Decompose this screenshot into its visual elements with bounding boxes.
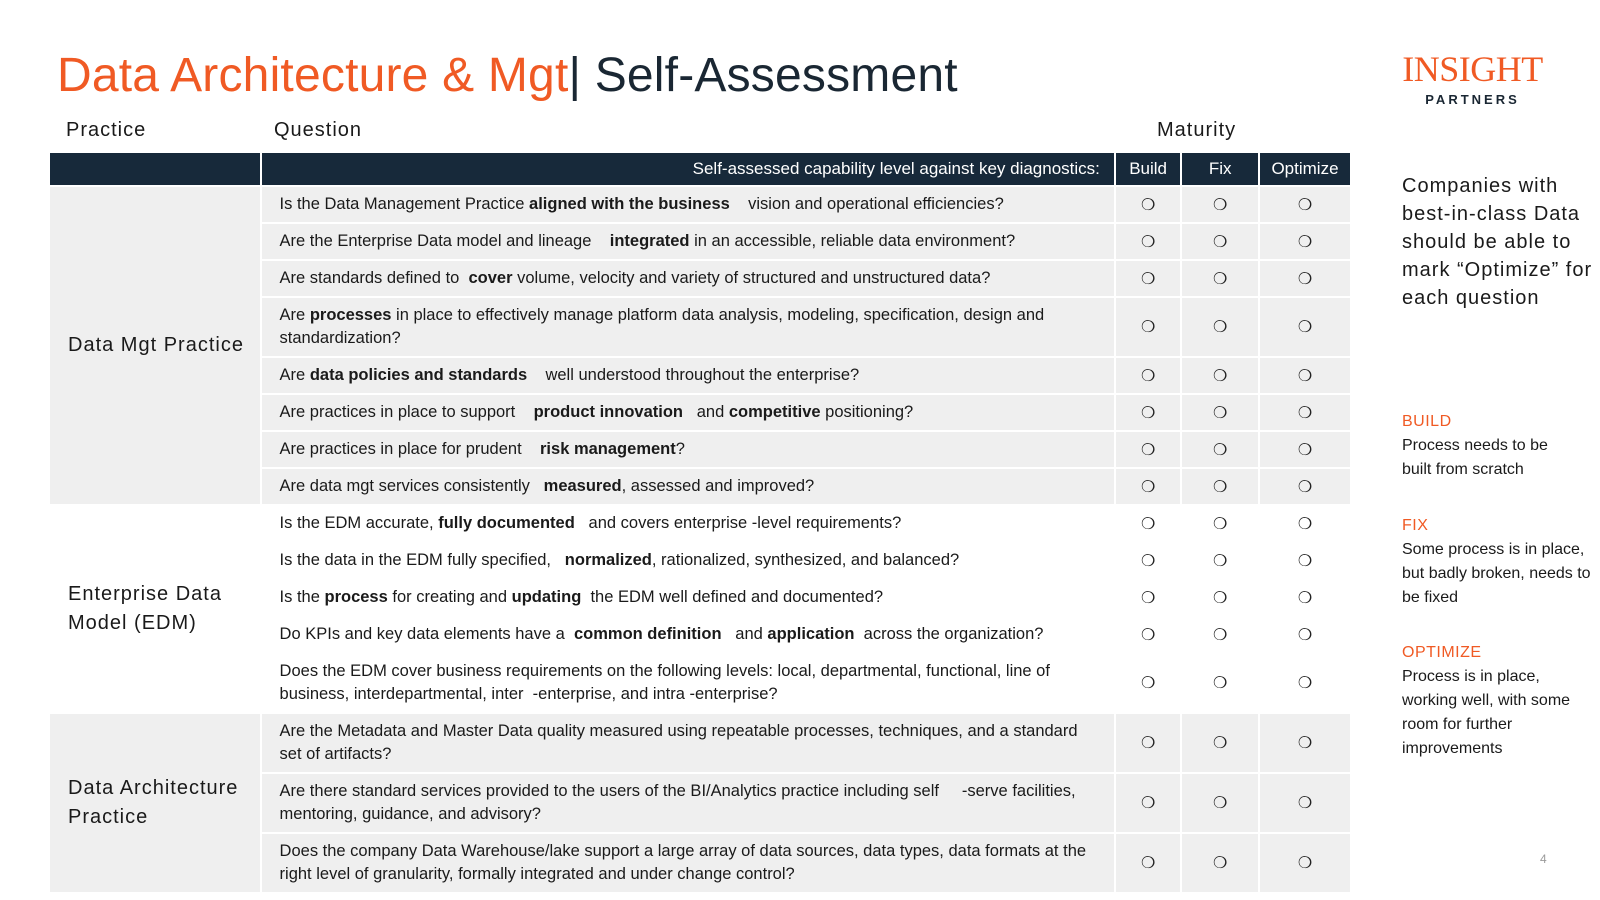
page-title: [57, 48, 958, 103]
radio-optimize[interactable]: [1259, 431, 1351, 468]
radio-fix[interactable]: [1181, 431, 1259, 468]
table-header-row: [49, 152, 1351, 186]
question-cell: [261, 223, 1115, 260]
radio-circle-icon[interactable]: ❍: [1140, 441, 1156, 459]
header-prompt: Self-assessed capability level against key diagnostics:: [261, 152, 1115, 186]
radio-build[interactable]: [1115, 505, 1181, 542]
question-emphasis: data policies and standards: [309, 366, 528, 384]
radio-circle-icon[interactable]: ❍: [1297, 233, 1313, 251]
radio-circle-icon[interactable]: ❍: [1140, 589, 1156, 607]
question-text: volume, velocity and variety of structured and unstructured data?: [512, 269, 991, 287]
radio-circle-icon[interactable]: ❍: [1297, 735, 1313, 752]
legend-fix-text: Some process is in place, but badly broken, needs to be fixed: [1402, 541, 1591, 606]
radio-circle-icon[interactable]: ❍: [1297, 795, 1313, 812]
radio-fix[interactable]: [1181, 713, 1259, 773]
radio-circle-icon[interactable]: ❍: [1212, 404, 1228, 422]
radio-optimize[interactable]: [1259, 505, 1351, 542]
radio-fix[interactable]: [1181, 653, 1259, 713]
radio-optimize[interactable]: [1259, 468, 1351, 505]
legend-optimize-text: Process is in place, working well, with some room for further improvements: [1402, 668, 1571, 757]
question-text: , rationalized, synthesized, and balanced?: [651, 551, 960, 569]
radio-fix[interactable]: [1181, 542, 1259, 579]
radio-circle-icon[interactable]: ❍: [1212, 367, 1228, 385]
radio-optimize[interactable]: [1259, 260, 1351, 297]
question-cell: [261, 186, 1115, 223]
radio-circle-icon[interactable]: ❍: [1297, 196, 1313, 214]
radio-circle-icon[interactable]: ❍: [1212, 795, 1228, 812]
table-row: [49, 505, 1351, 542]
column-label-practice: Practice: [66, 119, 147, 141]
radio-circle-icon[interactable]: ❍: [1212, 855, 1228, 872]
question-emphasis: common definition: [573, 625, 722, 643]
radio-fix[interactable]: [1181, 297, 1259, 357]
question-text: for creating and: [387, 588, 512, 606]
legend-build-text: Process needs to be built from scratch: [1402, 437, 1548, 478]
question-text: Are practices in place for prudent: [279, 440, 541, 458]
radio-fix[interactable]: [1181, 468, 1259, 505]
question-text: Are: [279, 306, 310, 324]
practice-label: Data Mgt Practice: [68, 334, 244, 356]
title-rest: | Self-Assessment: [568, 49, 958, 102]
radio-circle-icon[interactable]: ❍: [1212, 589, 1228, 607]
radio-circle-icon[interactable]: ❍: [1140, 855, 1156, 872]
question-text: and: [721, 625, 768, 643]
radio-build[interactable]: [1115, 833, 1181, 893]
legend-optimize-heading: OPTIMIZE: [1402, 644, 1482, 661]
radio-circle-icon[interactable]: ❍: [1212, 552, 1228, 570]
question-text: well understood throughout the enterprise?: [527, 366, 860, 384]
question-cell: [261, 468, 1115, 505]
radio-optimize[interactable]: [1259, 542, 1351, 579]
radio-optimize[interactable]: [1259, 773, 1351, 833]
radio-build[interactable]: [1115, 616, 1181, 653]
radio-build[interactable]: [1115, 431, 1181, 468]
radio-circle-icon[interactable]: ❍: [1212, 478, 1228, 496]
header-fix: Fix: [1181, 152, 1259, 186]
question-text: Is the EDM accurate,: [279, 514, 439, 532]
radio-build[interactable]: [1115, 357, 1181, 394]
question-emphasis: integrated: [609, 232, 690, 250]
question-text: Are there standard services provided to the users of the BI/Analytics practice including self -serve facilities, mentoring, guidance, and advisory?: [279, 782, 1081, 823]
question-text: , assessed and improved?: [621, 477, 815, 495]
column-label-question: Question: [274, 119, 363, 141]
question-emphasis: updating: [511, 588, 582, 606]
logo-wordmark: INSIGHT: [1402, 49, 1543, 89]
question-cell: [261, 297, 1115, 357]
radio-circle-icon[interactable]: ❍: [1212, 735, 1228, 752]
radio-optimize[interactable]: [1259, 223, 1351, 260]
radio-circle-icon[interactable]: ❍: [1212, 515, 1228, 533]
radio-build[interactable]: [1115, 223, 1181, 260]
radio-build[interactable]: [1115, 260, 1181, 297]
practice-label: Data Architecture Practice: [68, 777, 239, 828]
radio-circle-icon[interactable]: ❍: [1140, 319, 1156, 336]
question-cell: [261, 357, 1115, 394]
radio-circle-icon[interactable]: ❍: [1212, 270, 1228, 288]
radio-circle-icon[interactable]: ❍: [1297, 478, 1313, 496]
radio-circle-icon[interactable]: ❍: [1212, 196, 1228, 214]
radio-optimize[interactable]: [1259, 579, 1351, 616]
question-text: Are the Enterprise Data model and lineage: [279, 232, 610, 250]
radio-circle-icon[interactable]: ❍: [1212, 441, 1228, 459]
question-emphasis: process: [324, 588, 388, 606]
radio-fix[interactable]: [1181, 223, 1259, 260]
radio-fix[interactable]: [1181, 260, 1259, 297]
question-cell: [261, 505, 1115, 542]
radio-circle-icon[interactable]: ❍: [1140, 233, 1156, 251]
insight-partners-logo: [1390, 50, 1555, 107]
question-emphasis: product innovation: [533, 403, 683, 421]
question-text: Is the data in the EDM fully specified,: [279, 551, 565, 569]
radio-build[interactable]: [1115, 542, 1181, 579]
radio-circle-icon[interactable]: ❍: [1140, 270, 1156, 288]
optimize-note-text: Companies with best-in-class Data should be able to mark “Optimize” for each question: [1402, 175, 1593, 309]
radio-circle-icon[interactable]: ❍: [1212, 675, 1228, 692]
question-text: Does the company Data Warehouse/lake support a large array of data sources, data types, data formats at the right level of granularity, formally integrated and under change control?: [279, 842, 1091, 883]
question-emphasis: application: [767, 625, 855, 643]
radio-circle-icon[interactable]: ❍: [1140, 367, 1156, 385]
radio-fix[interactable]: [1181, 186, 1259, 223]
question-cell: [261, 616, 1115, 653]
radio-circle-icon[interactable]: ❍: [1297, 855, 1313, 872]
question-cell: [261, 394, 1115, 431]
header-build: Build: [1115, 152, 1181, 186]
radio-build[interactable]: [1115, 653, 1181, 713]
radio-circle-icon[interactable]: ❍: [1297, 589, 1313, 607]
radio-circle-icon[interactable]: ❍: [1297, 515, 1313, 533]
question-text: Do KPIs and key data elements have a: [279, 625, 574, 643]
radio-circle-icon[interactable]: ❍: [1297, 441, 1313, 459]
radio-build[interactable]: [1115, 394, 1181, 431]
question-emphasis: fully documented: [438, 514, 575, 532]
radio-build[interactable]: [1115, 468, 1181, 505]
header-practice-cell: [49, 152, 261, 186]
question-text: the EDM well defined and documented?: [581, 588, 884, 606]
radio-fix[interactable]: [1181, 616, 1259, 653]
practice-cell: [49, 505, 261, 713]
radio-build[interactable]: [1115, 773, 1181, 833]
radio-optimize[interactable]: [1259, 394, 1351, 431]
radio-fix[interactable]: [1181, 357, 1259, 394]
question-text: vision and operational efficiencies?: [729, 195, 1004, 213]
radio-fix[interactable]: [1181, 394, 1259, 431]
question-text: Does the EDM cover business requirements on the following levels: local, departmental, functional, line of business, interdepartmental, inter -enterprise, and intra -enterprise?: [279, 662, 1055, 703]
question-cell: [261, 653, 1115, 713]
legend-fix: [1402, 514, 1598, 610]
question-emphasis: competitive: [728, 403, 821, 421]
radio-circle-icon[interactable]: ❍: [1140, 795, 1156, 812]
radio-circle-icon[interactable]: ❍: [1297, 626, 1313, 644]
question-emphasis: processes: [309, 306, 392, 324]
legend-optimize: [1402, 641, 1598, 761]
radio-circle-icon[interactable]: ❍: [1140, 404, 1156, 422]
radio-circle-icon[interactable]: ❍: [1140, 626, 1156, 644]
question-cell: [261, 713, 1115, 773]
radio-fix[interactable]: [1181, 505, 1259, 542]
radio-circle-icon[interactable]: ❍: [1297, 404, 1313, 422]
question-emphasis: measured: [543, 477, 622, 495]
radio-optimize[interactable]: [1259, 713, 1351, 773]
question-text: Are standards defined to: [279, 269, 469, 287]
radio-build[interactable]: [1115, 297, 1181, 357]
table-row: [49, 186, 1351, 223]
question-emphasis: risk management: [540, 440, 676, 458]
question-text: and: [683, 403, 729, 421]
radio-optimize[interactable]: [1259, 833, 1351, 893]
question-text: in an accessible, reliable data environment?: [689, 232, 1016, 250]
radio-circle-icon[interactable]: ❍: [1297, 552, 1313, 570]
practice-cell: [49, 713, 261, 893]
question-text: in place to effectively manage platform data analysis, modeling, specification, design and standardization?: [279, 306, 1049, 347]
title-highlight: Data Architecture & Mgt: [57, 49, 569, 102]
radio-fix[interactable]: [1181, 773, 1259, 833]
radio-circle-icon[interactable]: ❍: [1140, 675, 1156, 692]
radio-circle-icon[interactable]: ❍: [1140, 552, 1156, 570]
question-cell: [261, 579, 1115, 616]
radio-circle-icon[interactable]: ❍: [1140, 735, 1156, 752]
question-text: and covers enterprise -level requirements?: [574, 514, 902, 532]
radio-circle-icon[interactable]: ❍: [1212, 626, 1228, 644]
practice-cell: [49, 186, 261, 505]
legend-fix-heading: FIX: [1402, 517, 1429, 534]
table-row: [49, 713, 1351, 773]
radio-circle-icon[interactable]: ❍: [1212, 233, 1228, 251]
practice-label: Enterprise Data Model (EDM): [68, 583, 222, 634]
question-text: Is the: [279, 588, 325, 606]
question-cell: [261, 431, 1115, 468]
radio-optimize[interactable]: [1259, 616, 1351, 653]
legend-build: [1402, 410, 1572, 482]
question-emphasis: cover: [468, 269, 513, 287]
question-emphasis: normalized: [564, 551, 652, 569]
question-cell: [261, 773, 1115, 833]
question-cell: [261, 260, 1115, 297]
question-text: Are practices in place to support: [279, 403, 534, 421]
page-number: 4: [1540, 852, 1547, 866]
radio-optimize[interactable]: [1259, 297, 1351, 357]
radio-circle-icon[interactable]: ❍: [1297, 319, 1313, 336]
radio-fix[interactable]: [1181, 579, 1259, 616]
radio-circle-icon[interactable]: ❍: [1297, 675, 1313, 692]
question-emphasis: aligned with the business: [529, 195, 730, 213]
question-cell: [261, 833, 1115, 893]
logo-subtext: PARTNERS: [1425, 92, 1520, 107]
question-text: across the organization?: [854, 625, 1044, 643]
optimize-note: [1402, 172, 1598, 312]
question-text: ?: [675, 440, 685, 458]
radio-circle-icon[interactable]: ❍: [1297, 367, 1313, 385]
column-label-maturity: Maturity: [1157, 119, 1237, 141]
question-text: Is the Data Management Practice: [279, 195, 530, 213]
radio-optimize[interactable]: [1259, 653, 1351, 713]
radio-circle-icon[interactable]: ❍: [1140, 478, 1156, 496]
assessment-table: [48, 151, 1352, 894]
radio-circle-icon[interactable]: ❍: [1140, 196, 1156, 214]
radio-fix[interactable]: [1181, 833, 1259, 893]
radio-circle-icon[interactable]: ❍: [1212, 319, 1228, 336]
radio-optimize[interactable]: [1259, 357, 1351, 394]
radio-optimize[interactable]: [1259, 186, 1351, 223]
question-text: positioning?: [820, 403, 914, 421]
question-text: Are: [279, 366, 310, 384]
radio-circle-icon[interactable]: ❍: [1140, 515, 1156, 533]
radio-build[interactable]: [1115, 186, 1181, 223]
radio-circle-icon[interactable]: ❍: [1297, 270, 1313, 288]
radio-build[interactable]: [1115, 713, 1181, 773]
question-text: Are data mgt services consistently: [279, 477, 544, 495]
question-cell: [261, 542, 1115, 579]
legend-build-heading: BUILD: [1402, 413, 1452, 430]
header-optimize: Optimize: [1259, 152, 1351, 186]
radio-build[interactable]: [1115, 579, 1181, 616]
question-text: Are the Metadata and Master Data quality measured using repeatable processes, techniques, and a standard set of artifacts?: [279, 722, 1083, 763]
